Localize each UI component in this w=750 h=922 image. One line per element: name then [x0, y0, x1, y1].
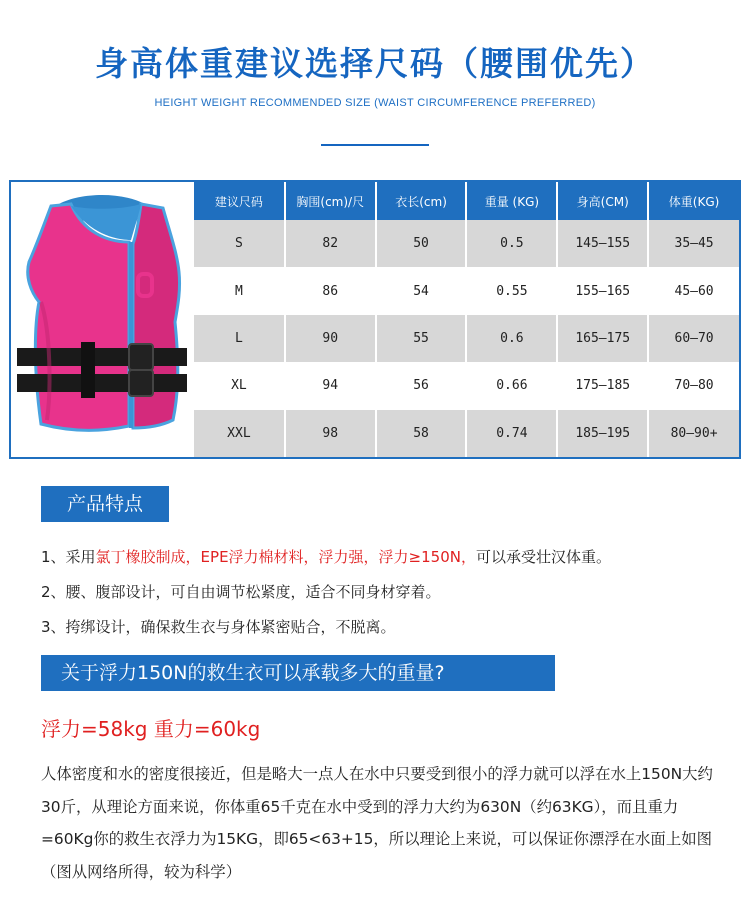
table-cell: M: [194, 267, 285, 314]
table-cell: 82: [285, 220, 376, 267]
feature-item-1-suffix: 可以承受壮汉体重。: [475, 548, 611, 566]
feature-item-1: [41, 546, 611, 567]
feature-item-2: 2、腰、腹部设计，可自由调节松紧度，适合不同身材穿着。: [41, 583, 441, 601]
table-cell: 90: [285, 315, 376, 362]
table-cell: 165—175: [557, 315, 648, 362]
page-title: 身高体重建议选择尺码（腰围优先）: [95, 44, 655, 83]
buoyancy-force: 浮力=58kg 重力=60kg: [41, 717, 261, 741]
table-cell: 55: [376, 315, 467, 362]
col-height: 身高(CM): [557, 182, 648, 220]
table-cell: S: [194, 220, 285, 267]
buoyancy-heading: 关于浮力150N的救生衣可以承载多大的重量?: [41, 655, 555, 691]
table-cell: 155—165: [557, 267, 648, 314]
col-body-weight: 体重(KG): [648, 182, 739, 220]
feature-item-1-highlight: 氯丁橡胶制成，EPE浮力棉材料，浮力强，浮力≥150N，: [95, 548, 476, 566]
table-cell: 0.66: [466, 362, 557, 409]
table-cell: 60—70: [648, 315, 739, 362]
table-cell: 70—80: [648, 362, 739, 409]
table-cell: 58: [376, 410, 467, 457]
table-row: [194, 267, 739, 314]
col-length: 衣长(cm): [376, 182, 467, 220]
life-vest-image: [11, 182, 193, 457]
col-chest: 胸围(cm)/尺: [285, 182, 376, 220]
table-row: [194, 410, 739, 457]
table-row: [194, 362, 739, 409]
size-table: [194, 182, 739, 457]
table-cell: 86: [285, 267, 376, 314]
table-cell: 145—155: [557, 220, 648, 267]
table-cell: XXL: [194, 410, 285, 457]
page-subtitle: HEIGHT WEIGHT RECOMMENDED SIZE (WAIST CIRCUMFERENCE PREFERRED): [154, 97, 596, 109]
table-cell: 0.74: [466, 410, 557, 457]
table-cell: 80—90+: [648, 410, 739, 457]
table-cell: 175—185: [557, 362, 648, 409]
size-chart-panel: [9, 180, 741, 459]
table-cell: 185—195: [557, 410, 648, 457]
feature-item-1-prefix: 1、采用: [41, 548, 96, 566]
table-cell: L: [194, 315, 285, 362]
col-size: 建议尺码: [194, 182, 285, 220]
table-cell: 35—45: [648, 220, 739, 267]
title-divider: [321, 144, 429, 146]
table-cell: 98: [285, 410, 376, 457]
table-cell: 56: [376, 362, 467, 409]
table-row: [194, 315, 739, 362]
table-cell: XL: [194, 362, 285, 409]
table-cell: 50: [376, 220, 467, 267]
col-weight: 重量 (KG): [466, 182, 557, 220]
table-cell: 0.5: [466, 220, 557, 267]
table-cell: 0.55: [466, 267, 557, 314]
table-cell: 54: [376, 267, 467, 314]
table-cell: 45—60: [648, 267, 739, 314]
feature-item-3: 3、挎绑设计，确保救生衣与身体紧密贴合，不脱离。: [41, 618, 396, 636]
buoyancy-explanation: 人体密度和水的密度很接近，但是略大一点人在水中只要受到很小的浮力就可以浮在水上150N大约30斤，从理论方面来说，你体重65千克在水中受到的浮力大约为630N（约63KG），而且重力=60Kg你的救生衣浮力为15KG，即65<63+15，所以理论上来说，可以保证你漂浮在水面上如图（图从网络所得，较为科学）: [41, 765, 713, 881]
table-row: [194, 220, 739, 267]
table-cell: 94: [285, 362, 376, 409]
features-heading: 产品特点: [41, 486, 169, 522]
table-cell: 0.6: [466, 315, 557, 362]
